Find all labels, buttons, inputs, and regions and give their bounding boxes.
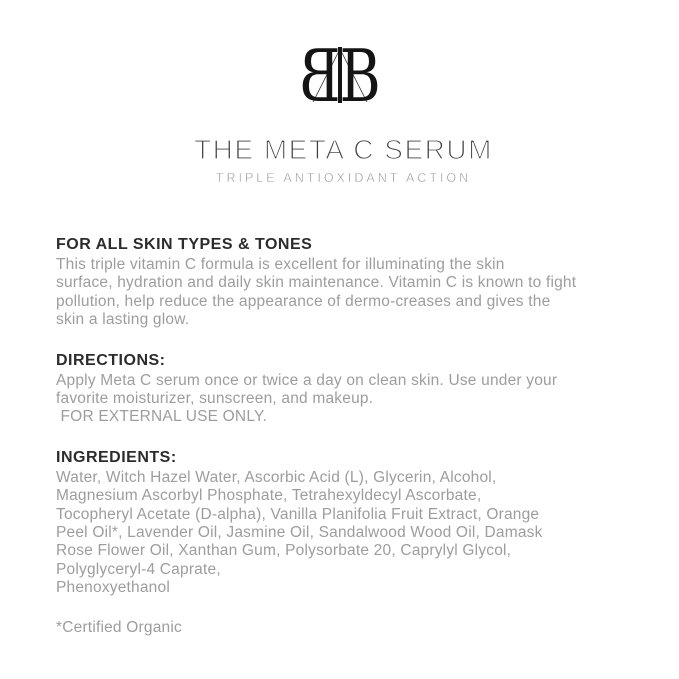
skin-types-heading: FOR ALL SKIN TYPES & TONES (56, 236, 313, 253)
product-subtitle: TRIPLE ANTIOXIDANT ACTION (215, 171, 472, 185)
monogram-left-letter: B (298, 45, 340, 105)
skin-types-line: skin a lasting glow. (56, 311, 190, 329)
directions-line: Apply Meta C serum once or twice a day on clean skin. Use under your (56, 371, 558, 389)
ingredients-line: Peel Oil*, Lavender Oil, Jasmine Oil, Sandalwood Wood Oil, Damask (56, 524, 543, 542)
brand-logo (56, 45, 623, 105)
ingredients-line: Polyglyceryl-4 Caprate, (56, 560, 221, 578)
section-directions (56, 351, 631, 427)
directions-line: favorite moisturizer, sunscreen, and makeup. (56, 390, 374, 408)
ingredients-heading: INGREDIENTS: (56, 448, 177, 466)
certified-organic-footnote: *Certified Organic (56, 618, 182, 636)
ingredients-line: Phenoxyethanol (56, 579, 170, 597)
ingredients-line: Tocopheryl Acetate (D-alpha), Vanilla Planifolia Fruit Extract, Orange (56, 505, 540, 523)
brand-monogram-icon (297, 45, 383, 105)
skin-types-line: surface, hydration and daily skin maintenance. Vitamin C is known to fight (56, 274, 577, 292)
directions-line: FOR EXTERNAL USE ONLY. (56, 408, 268, 426)
monogram-right-letter: B (339, 45, 381, 105)
ingredients-line: Rose Flower Oil, Xanthan Gum, Polysorbate 20, Caprylyl Glycol, (56, 542, 512, 560)
skin-types-line: This triple vitamin C formula is excellent for illuminating the skin (56, 256, 505, 273)
product-title: THE META C SERUM (194, 134, 493, 165)
directions-heading: DIRECTIONS: (56, 351, 166, 369)
ingredients-line: Water, Witch Hazel Water, Ascorbic Acid (L), Glycerin, Alcohol, (56, 468, 497, 486)
section-skin-types (56, 235, 631, 330)
ingredients-line: Magnesium Ascorbyl Phosphate, Tetrahexyldecyl Ascorbate, (56, 487, 482, 505)
section-ingredients (56, 448, 631, 598)
skin-types-line: pollution, help reduce the appearance of dermo-creases and gives the (56, 292, 551, 310)
